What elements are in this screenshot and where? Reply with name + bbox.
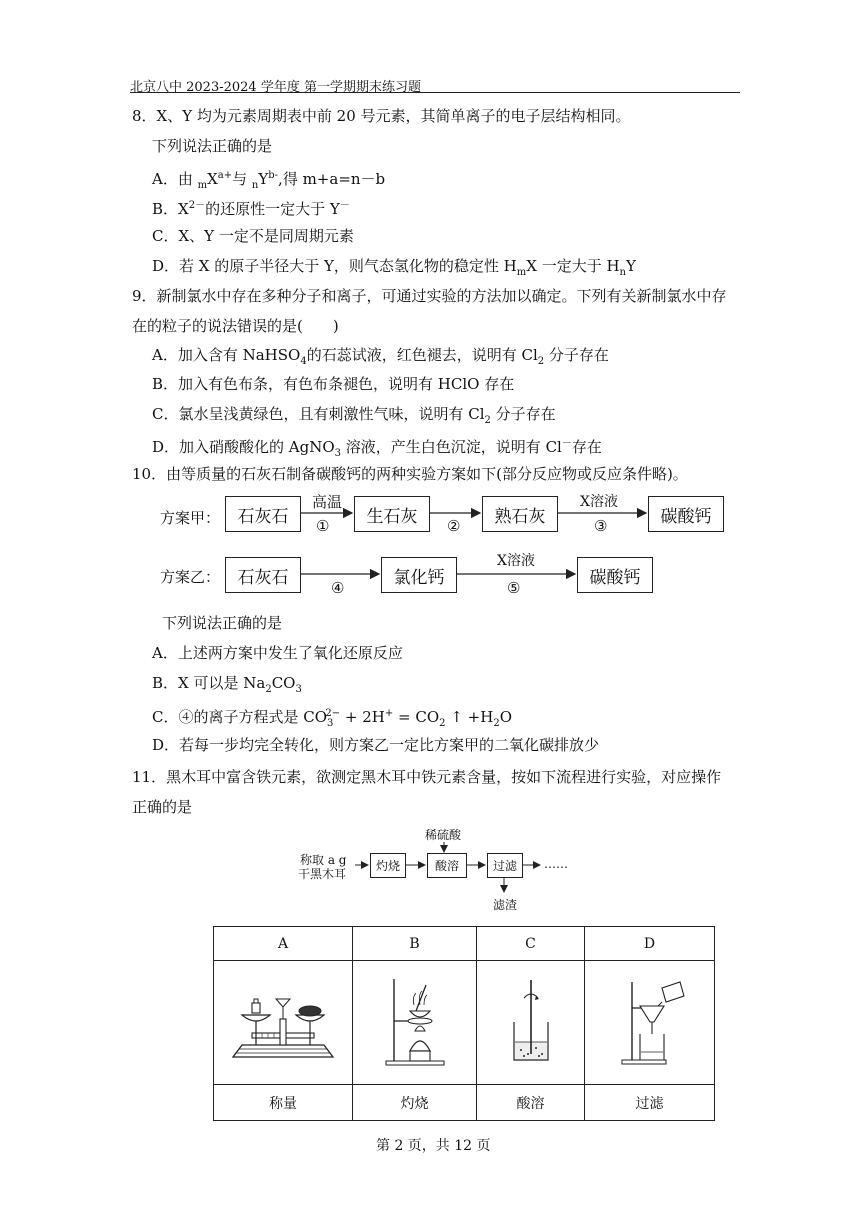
label-weighing: 称量 bbox=[214, 1085, 353, 1121]
plan-b-label: 方案乙： bbox=[160, 568, 221, 586]
q11-stem-line2: 正确的是 bbox=[132, 798, 193, 816]
filter-funnel-icon bbox=[610, 976, 690, 1066]
plan-a-box-limestone: 石灰石 bbox=[225, 496, 301, 532]
q8-option-a: A．由 $_mX^{a+}$与 $_nY^{b-}$,得 m+a=n－b bbox=[152, 170, 386, 191]
q10-stem: 10．由等质量的石灰石制备碳酸钙的两种实验方案如下(部分反应物或反应条件略)。 bbox=[132, 465, 688, 483]
q10-option-b: B．X 可以是 $Na_2CO_3$ bbox=[152, 674, 302, 695]
plan-b-arrow1-bottom: ④ bbox=[331, 579, 345, 597]
plan-a-arrow2-bottom: ② bbox=[447, 517, 461, 535]
operations-table bbox=[213, 926, 715, 1121]
q9-option-d: D．加入硝酸酸化的 AgNO$_3$ 溶液，产生白色沉淀，说明有 Cl－存在 bbox=[152, 438, 602, 459]
q9-option-b: B．加入有色布条，有色布条褪色，说明有 HClO 存在 bbox=[152, 375, 515, 393]
q9-stem-line1: 9．新制氯水中存在多种分子和离子，可通过实验的方法加以确定。下列有关新制氯水中存 bbox=[132, 287, 727, 305]
q9-option-c: C．氯水呈浅黄绿色，且有刺激性气味，说明有 $Cl_2$ 分子存在 bbox=[152, 405, 556, 426]
page-footer: 第 2 页，共 12 页 bbox=[376, 1138, 491, 1154]
table-header-d: D bbox=[585, 927, 715, 961]
q10-subprompt: 下列说法正确的是 bbox=[162, 614, 283, 632]
q8-stem: 8．X、Y 均为元素周期表中前 20 号元素，其简单离子的电子层结构相同。 bbox=[132, 107, 631, 125]
q10-option-c: C．④的离子方程式是 $CO_3^{2-} + 2H^+ = CO_2$ ↑ $+H_2O$ bbox=[152, 708, 512, 729]
label-filtration: 过滤 bbox=[585, 1085, 715, 1121]
plan-b-arrow2-top: X溶液 bbox=[497, 553, 535, 569]
beaker-stirring-icon bbox=[506, 976, 556, 1066]
flow-start-line1: 称取 a g bbox=[300, 853, 347, 867]
q8-option-b: B．$X^{2-}$的还原性一定大于 Y－ bbox=[152, 200, 350, 218]
balance-icon bbox=[228, 981, 338, 1061]
q10-option-a: A．上述两方案中发生了氧化还原反应 bbox=[152, 644, 403, 662]
flow-residue: 滤渣 bbox=[493, 898, 518, 912]
q8-subprompt: 下列说法正确的是 bbox=[152, 137, 273, 155]
flow-step-ignite: 灼烧 bbox=[370, 853, 406, 878]
table-header-c: C bbox=[477, 927, 585, 961]
plan-b-box-limestone: 石灰石 bbox=[225, 557, 301, 593]
beaker-illustration bbox=[477, 961, 585, 1085]
q9-option-a: A．加入含有 NaHSO$_4$的石蕊试液，红色褪去，说明有 $Cl_2$ 分子存在 bbox=[152, 346, 609, 367]
balance-illustration bbox=[214, 961, 353, 1085]
flow-step-acid-dissolve: 酸溶 bbox=[427, 853, 467, 878]
flow-ellipsis: …… bbox=[544, 857, 568, 871]
table-header-a: A bbox=[214, 927, 353, 961]
q8-option-c: C．X、Y 一定不是同周期元素 bbox=[152, 227, 354, 245]
plan-a-arrow3-top: X溶液 bbox=[580, 494, 618, 510]
q11-stem-line1: 11．黑木耳中富含铁元素，欲测定黑木耳中铁元素含量，按如下流程进行实验，对应操作 bbox=[132, 768, 722, 786]
q10-option-d: D．若每一步均完全转化，则方案乙一定比方案甲的二氧化碳排放少 bbox=[152, 736, 600, 754]
plan-a-box-quicklime: 生石灰 bbox=[354, 496, 430, 532]
plan-a-box-slaked-lime: 熟石灰 bbox=[482, 496, 558, 532]
plan-a-arrow3-bottom: ③ bbox=[594, 517, 608, 535]
plan-a-arrow1-bottom: ① bbox=[316, 517, 330, 535]
flow-reagent: 稀硫酸 bbox=[425, 828, 462, 842]
crucible-heating-icon bbox=[380, 971, 450, 1071]
label-acid-dissolve: 酸溶 bbox=[477, 1085, 585, 1121]
plan-b-box-calcium-chloride: 氯化钙 bbox=[381, 557, 457, 593]
plan-b-box-calcium-carbonate: 碳酸钙 bbox=[577, 557, 653, 593]
burner-illustration bbox=[353, 961, 477, 1085]
table-header-b: B bbox=[353, 927, 477, 961]
page-header: 北京八中 2023-2024 学年度 第一学期期末练习题 bbox=[130, 80, 421, 95]
plan-b-arrow2-bottom: ⑤ bbox=[507, 579, 521, 597]
flow-step-filter: 过滤 bbox=[487, 853, 523, 878]
label-ignition: 灼烧 bbox=[353, 1085, 477, 1121]
filtration-illustration bbox=[585, 961, 715, 1085]
q8-option-d: D．若 X 的原子半径大于 Y，则气态氢化物的稳定性 $H_mX$ 一定大于 $H_nY$ bbox=[152, 257, 636, 278]
plan-a-box-calcium-carbonate: 碳酸钙 bbox=[648, 496, 724, 532]
plan-a-arrow1-top: 高温 bbox=[312, 493, 343, 511]
flow-start-line2: 干黑木耳 bbox=[298, 867, 347, 881]
q9-stem-line2: 在的粒子的说法错误的是( ) bbox=[132, 317, 339, 335]
plan-a-label: 方案甲： bbox=[160, 509, 221, 527]
